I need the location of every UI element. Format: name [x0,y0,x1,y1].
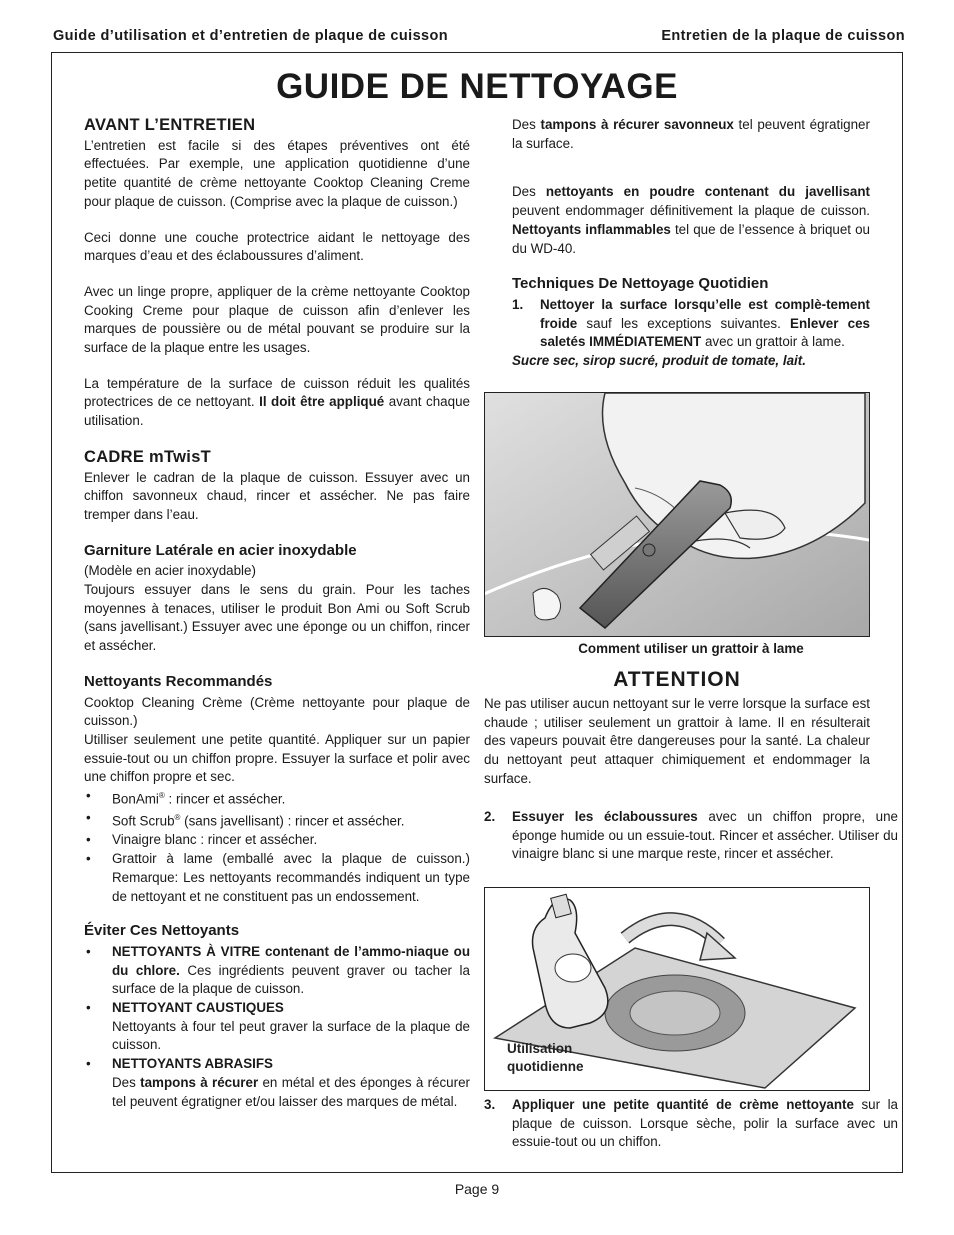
eviter-item-1-text: Ces ingrédients peuvent graver ou tacher la surface de la plaque de cuisson. [112,962,470,997]
list-item [84,787,470,809]
step-3-number: 3. [484,1097,496,1112]
registered-mark: ® [158,791,165,801]
right-p1-bold: tampons à récurer savonneux [540,117,734,132]
avant-p4-text-end: avant chaque utilisation. [84,394,470,429]
softscrub-text: (sans javellisant) : rincer et assécher. [180,813,405,829]
heading-avant-entretien: AVANT L’ENTRETIEN [84,116,256,134]
right-p2-bold-2: Nettoyants inflammables [512,221,671,237]
eviter-item-1-bold: NETTOYANTS À VITRE contenant de l’ammo-niaque ou du chlore. [112,943,470,978]
avant-p4-bold: Il doit être appliqué [259,394,385,410]
right-p2-text-mid: peuvent endommager définitivement la plaque de cuisson. [512,203,870,219]
heading-eviter-nettoyants: Éviter Ces Nettoyants [84,922,240,940]
eviter-item-3-text-a: Des [112,1074,141,1090]
right-paragraph-2 [512,183,870,258]
heading-techniques: Techniques De Nettoyage Quotidien [512,275,769,293]
garniture-model: (Modèle en acier inoxydable) [84,563,256,579]
list-item [84,999,470,1055]
step-3-bold: Appliquer une petite quantité de crème nettoyante [512,1097,854,1112]
heading-nettoyants-recommandes: Nettoyants Recommandés [84,672,273,690]
heading-garniture: Garniture Latérale en acier inoxydable [84,541,357,559]
right-p2-text: Des [512,184,546,200]
header-guide-title: Guide d’utilisation et d’entretien de plaque de cuisson [53,28,449,44]
avant-paragraph-4 [84,375,470,431]
list-item [84,1055,470,1111]
right-column [512,116,870,371]
step-1-bold-2: Enlever ces saletés IMMÉDIATEMENT [540,315,870,350]
registered-mark: ® [174,813,181,823]
avant-paragraph-2: Ceci donne une couche protectrice aidant le nettoyage des marques d’eau et des éclaboussures d’aliment. [84,229,470,264]
avant-paragraph-1: L’entretien est facile si des étapes préventives ont été effectuées. Par exemple, une application quotidienne d’une petite quantité de crème nettoyante Cooktop Cleaning Creme pour plaque de cuisson. (Comprise avec la plaque de cuisson.) [84,137,470,209]
right-p1-text: Des [512,117,541,132]
daily-use-label-line2: quotidienne [507,1059,584,1074]
bonami-text: : rincer et assécher. [164,791,286,807]
eviter-item-2-text: Nettoyants à four tel peut graver la surface de la plaque de cuisson. [112,1018,470,1053]
scraper-drawing [485,393,870,637]
list-item: • Vinaigre blanc : rincer et assécher. [84,831,470,850]
page-title: GUIDE DE NETTOYAGE [276,67,678,106]
bonami-name: BonAmi [112,791,159,807]
right-p1-text-end: tel peuvent égratigner la surface. [512,117,870,151]
step-3-text: sur la plaque de cuisson. Lorsque sèche, polir la surface avec un essuie-tout ou un chiffon. [512,1097,898,1150]
page-number: Page 9 [454,1181,500,1197]
step-2-bold: Essuyer les éclaboussures [512,809,698,824]
step-1-text: sauf les exceptions suivantes. [577,315,791,331]
daily-use-illustration [484,887,870,1091]
recommandes-list [84,787,470,906]
cadre-paragraph: Enlever le cadran de la plaque de cuisson. Essuyer avec un chiffon savonneux chaud, rincer et assécher. Ne pas faire tremper dans l’eau. [84,469,470,522]
sucre-note: Sucre sec, sirop sucré, produit de tomate, lait. [512,353,806,369]
attention-text: Ne pas utiliser aucun nettoyant sur le verre lorsque la surface est chaude ; utiliser seulement un grattoir à lame. Il en résulterait des vapeurs pouvait être dangereuses pour la santé. La chaleur du nettoyant peut attaquer chimiquement et endommager la surface. [484,696,870,786]
right-p2-text-end: tel que de l’essence à briquet ou du WD-40. [512,221,871,256]
step-2-text: avec un chiffon propre, une éponge humide ou un essuie-tout. Rincer et assécher. Utiliser du vinaigre blanc si une marque reste, rincer et assécher. [512,809,898,862]
list-item: • Grattoir à lame (emballé avec la plaque de cuisson.) Remarque: Les nettoyants recommandés indiquent un type de nettoyant et ne constituent pas un endossement. [84,850,470,906]
step-2-number: 2. [484,809,496,824]
attention-heading: ATTENTION [613,668,741,691]
eviter-item-3-text-c: en métal et des éponges à récurer tel peuvent égratigner et/ou laisser des marques de métal. [112,1074,470,1109]
softscrub-name: Soft Scrub [112,813,175,829]
right-p2-bold: nettoyants en poudre contenant du javellisant [545,184,870,200]
avant-p4-text: La température de la surface de cuisson réduit les qualités protectrices de ce nettoyant. [84,375,470,410]
step-1 [512,296,870,352]
eviter-item-3-bold-b: tampons à récurer [140,1074,259,1090]
step-3 [484,1096,898,1152]
list-item [84,809,470,831]
step-1-number: 1. [512,296,524,312]
step-1-text-end: avec un grattoir à lame. [701,334,845,350]
eviter-list [84,943,470,1111]
recommandes-paragraph-1: Cooktop Cleaning Crème (Crème nettoyante pour plaque de cuisson.) [84,694,470,729]
heading-cadre: CADRE mTwisT [84,447,212,466]
scraper-caption: Comment utiliser un grattoir à lame [578,641,804,656]
avant-paragraph-3: Avec un linge propre, appliquer de la crème nettoyante Cooktop Cooking Creme pour plaque de cuisson afin d’enlever les marques de poussière ou de métal pouvant se produire sur la surface de la plaque entre les usages. [84,283,470,356]
daily-use-label [507,1040,584,1076]
step-2 [484,808,898,864]
recommandes-paragraph-2: Utilliser seulement une petite quantité. Appliquer sur un papier essuie-tout ou un chiffon propre. Essuyer la surface et polir avec une chiffon propre et sec. [84,731,470,785]
daily-use-label-line1: Utilisation [507,1041,573,1056]
list-item [84,943,470,999]
scraper-illustration [484,392,870,637]
eviter-item-3-bold: NETTOYANTS ABRASIFS [112,1056,273,1072]
left-column [84,116,470,1111]
eviter-item-2-bold: NETTOYANT CAUSTIQUES [112,1000,284,1016]
header-section-title: Entretien de la plaque de cuisson [661,28,905,44]
garniture-paragraph: Toujours essuyer dans le sens du grain. Pour les taches moyennes à tenaces, utiliser le produit Bon Ami ou Soft Scrub (sans javellisant.) Essuyer avec une éponge ou un chiffon, rincer et assécher. [84,582,470,654]
step-1-bold: Nettoyer la surface lorsqu’elle est complè-tement froide [540,296,870,331]
right-paragraph-1 [512,116,870,153]
